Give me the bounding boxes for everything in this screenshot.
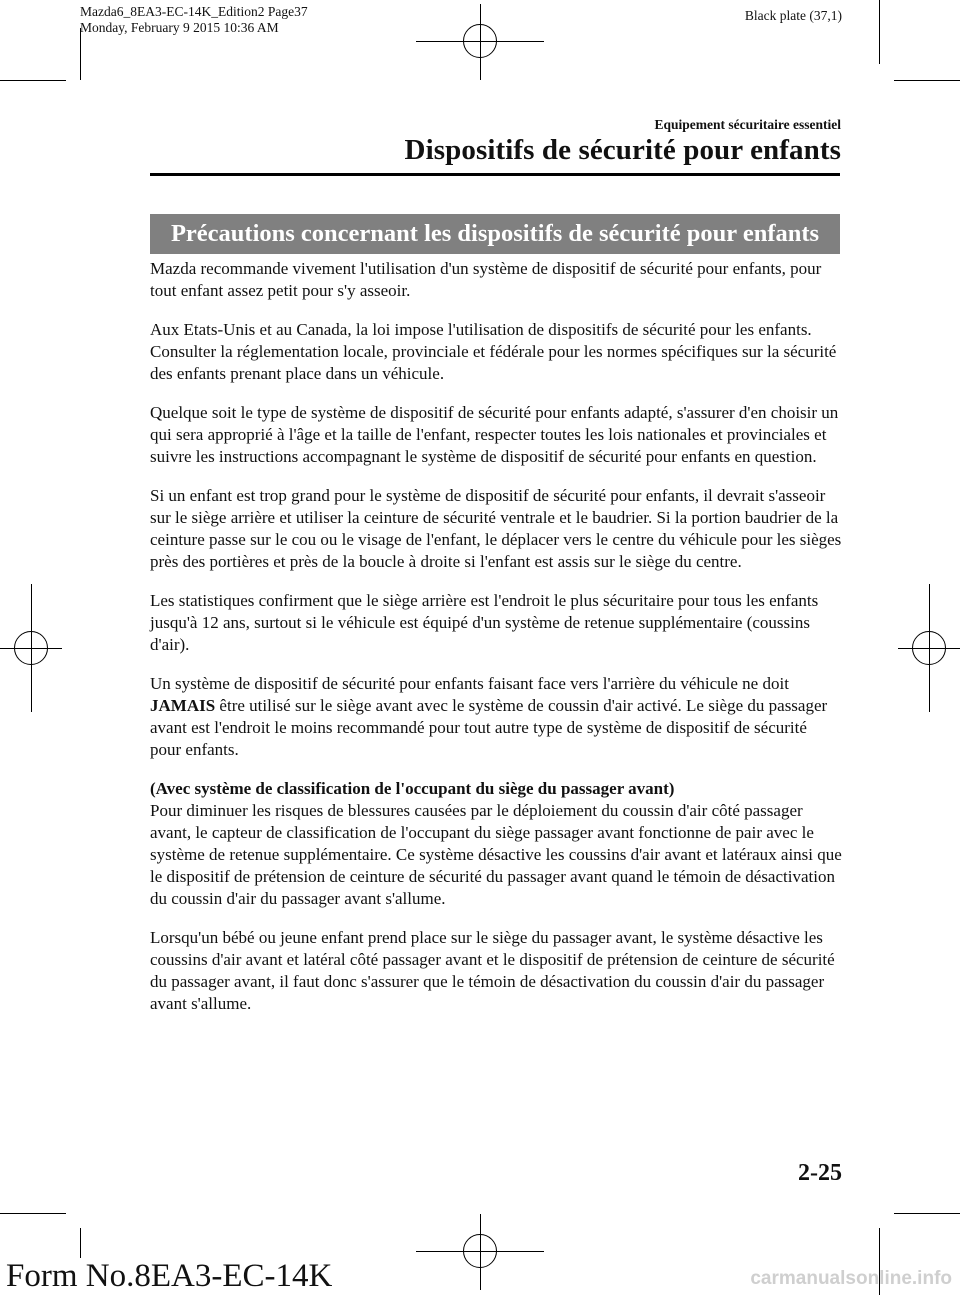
crop-mark xyxy=(894,80,960,81)
paragraph: Les statistiques confirment que le siège arrière est l'endroit le plus sécuritaire pour tous les enfants jusqu'à 12 ans, surtout si le véhicule est équipé d'un système de retenue supplémentaire (coussins d'air). xyxy=(150,591,819,654)
registration-circle xyxy=(912,631,946,665)
print-file-info xyxy=(80,4,308,36)
paragraph: Si un enfant est trop grand pour le système de dispositif de sécurité pour enfants, il devrait s'asseoir sur le siège arrière et utiliser la ceinture de sécurité ventrale et le baudrier. Si la portion baudrier de la ceinture passe sur le cou ou le visage de l'enfant, le déplacer vers le centre du véhicule pour les sièges près des portières et près de la boucle à droite si l'enfant est assis sur le siège du centre. xyxy=(150,486,842,571)
text-span: Un système de dispositif de sécurité pour enfants faisant face vers l'arrière du véhicule ne doit xyxy=(150,674,789,693)
crop-mark xyxy=(80,1228,81,1258)
section-label: Equipement sécuritaire essentiel xyxy=(654,117,841,132)
registration-circle xyxy=(14,631,48,665)
plate-label: Black plate (37,1) xyxy=(744,8,842,23)
paragraph: Consulter la réglementation locale, provinciale et fédérale pour les normes spécifiques sur la sécurité des enfants prenant place dans un véhicule. xyxy=(150,342,837,383)
file-info-name: Mazda6_8EA3-EC-14K_Edition2 Page37 xyxy=(80,4,308,19)
page-title: Dispositifs de sécurité pour enfants xyxy=(404,134,841,166)
crop-mark xyxy=(0,1213,66,1214)
paragraph: Pour diminuer les risques de blessures causées par le déploiement du coussin d'air côté passager avant, le capteur de classification de l'occupant du siège passager avant fonctionne de pair avec le système de retenue supplémentaire. Ce système désactive les coussins d'air avant et latéraux ainsi que le dispositif de prétension de ceinture de sécurité du passager avant quand le témoin de désactivation du coussin d'air du passager avant s'allume. xyxy=(150,801,842,908)
section-banner: Précautions concernant les dispositifs de sécurité pour enfants xyxy=(150,214,840,254)
paragraph-heading xyxy=(150,778,842,800)
form-number: Form No.8EA3-EC-14K xyxy=(6,1258,333,1294)
body-text xyxy=(150,258,842,1032)
registration-circle xyxy=(463,24,497,58)
paragraph: Aux Etats-Unis et au Canada, la loi impose l'utilisation de dispositifs de sécurité pour les enfants. xyxy=(150,320,812,339)
watermark: carmanualsonline.info xyxy=(750,1268,952,1289)
registration-circle xyxy=(463,1234,497,1268)
paragraph xyxy=(150,673,842,761)
crop-mark xyxy=(879,0,880,64)
paragraph: Lorsqu'un bébé ou jeune enfant prend place sur le siège du passager avant, le système désactive les coussins d'air avant et latéral côté passager avant et le dispositif de prétension de ceinture de sécurité du passager avant, il faut donc s'assurer que le témoin de désactivation du coussin d'air du passager avant s'allume. xyxy=(150,928,835,1013)
file-info-date: Monday, February 9 2015 10:36 AM xyxy=(80,20,279,35)
paragraph: Quelque soit le type de système de dispositif de sécurité pour enfants adapté, s'assurer d'en choisir un qui sera approprié à l'âge et la taille de l'enfant, respecter toutes les lois nationales et provinciales et suivre les instructions accompagnant le système de dispositif de sécurité pour enfants en question. xyxy=(150,403,839,466)
crop-mark xyxy=(894,1213,960,1214)
title-rule xyxy=(150,173,840,176)
page-number: 2-25 xyxy=(798,1160,842,1186)
subheading: (Avec système de classification de l'occupant du siège du passager avant) xyxy=(150,779,675,798)
text-span: être utilisé sur le siège avant avec le système de coussin d'air activé. Le siège du passager avant est l'endroit le moins recommandé pour tout autre type de système de dispositif de sécurité pour enfants. xyxy=(150,696,828,759)
crop-mark xyxy=(0,80,66,81)
emphasis-jamais: JAMAIS xyxy=(150,696,216,715)
paragraph: Mazda recommande vivement l'utilisation d'un système de dispositif de sécurité pour enfants, pour tout enfant assez petit pour s'y asseoir. xyxy=(150,259,822,300)
